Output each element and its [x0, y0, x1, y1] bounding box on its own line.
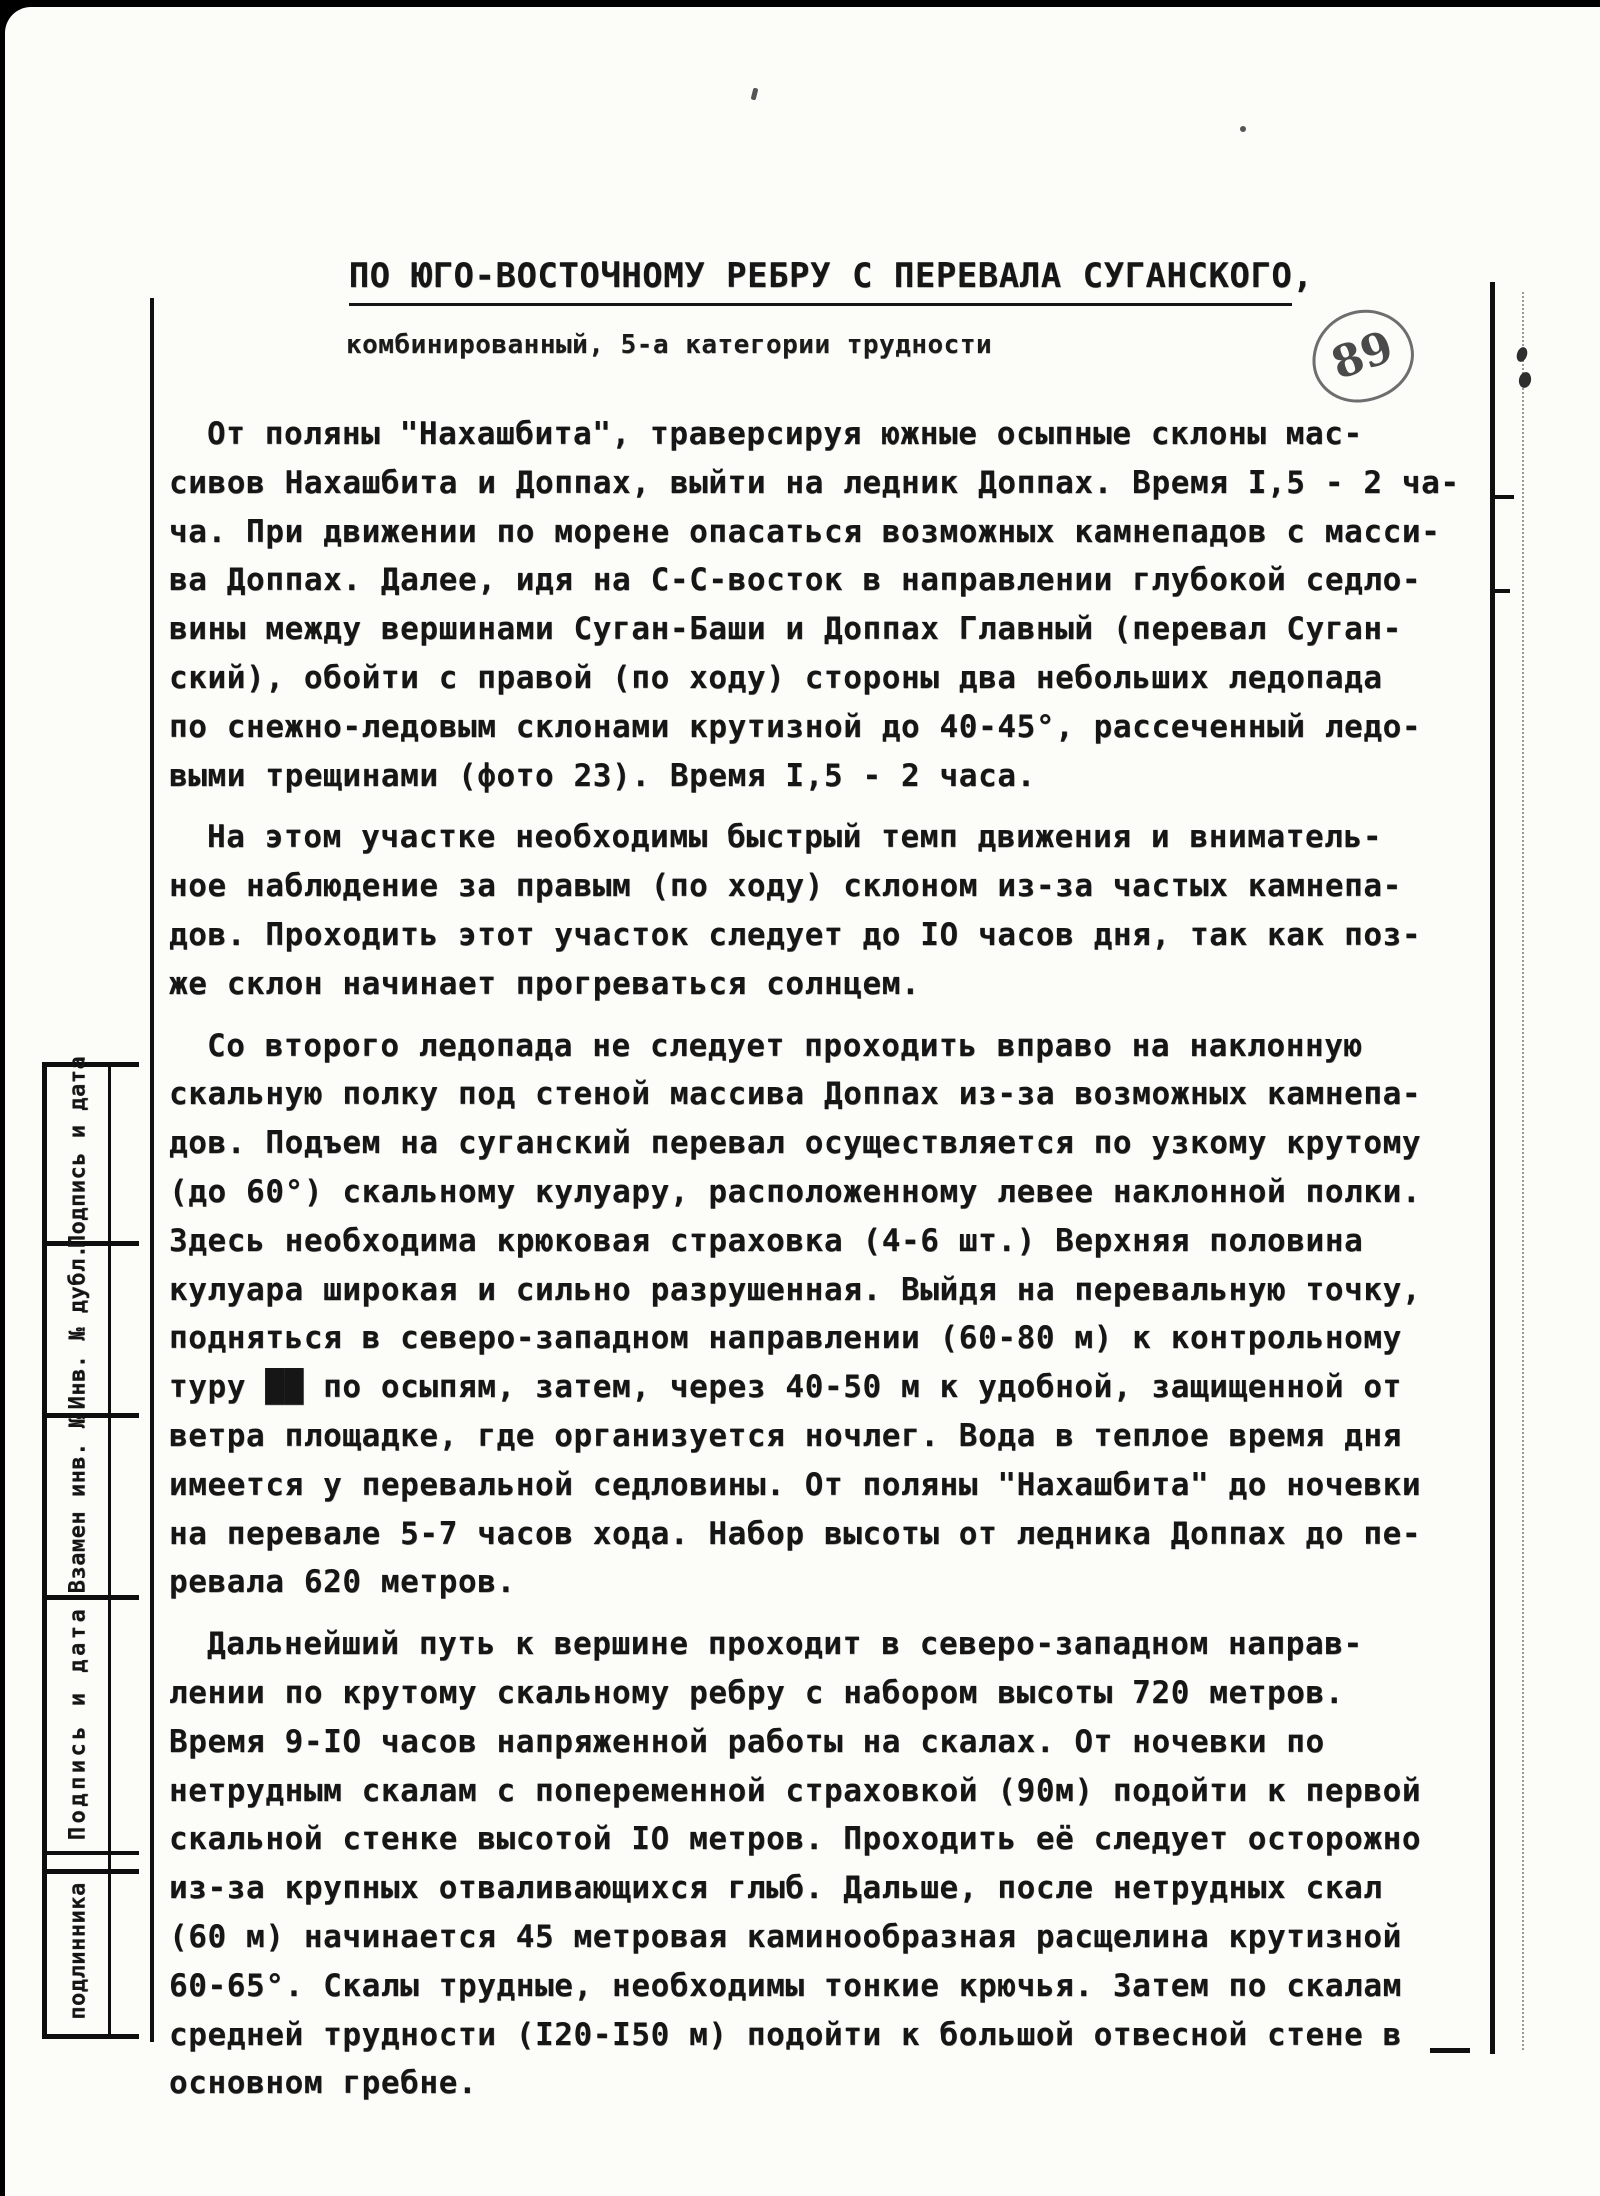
sidebar-cell-label: подлинника: [65, 1882, 91, 2020]
sidebar-inner-rule: [108, 1062, 111, 2038]
paragraph: [169, 410, 1495, 800]
text-line: дов. Проходить этот участок следует до IO часов дня, так как поз-: [169, 916, 1422, 953]
route-subtitle: комбинированный, 5-а категории трудности: [346, 330, 993, 360]
text-line: 60-65°. Скалы трудные, необходимы тонкие крючья. Затем по скалам: [169, 1967, 1402, 2004]
text-line: ский), обойти с правой (по ходу) стороны два небольших ледопада: [169, 659, 1383, 696]
text-line: ча. При движении по морене опасаться возможных камнепадов с масси-: [169, 513, 1441, 550]
sidebar-outer-rule: [42, 1062, 47, 2038]
text-line: имеется у перевальной седловины. От поляны "Нахашбита" до ночевки: [169, 1466, 1422, 1503]
text-line: туру ██ по осыпям, затем, через 40-50 м к удобной, защищенной от: [169, 1369, 1402, 1406]
text-line: по снежно-ледовым склонами крутизной до 40-45°, рассеченный ледо-: [169, 708, 1422, 745]
text-line: Дальнейший путь к вершине проходит в северо-западном направ-: [207, 1626, 1363, 1663]
text-line: скальной стенке высотой IO метров. Проходить её следует осторожно: [169, 1821, 1422, 1858]
scan-speck: [1240, 126, 1246, 132]
text-line: Здесь необходима крюковая страховка (4-6 шт.) Верхняя половина: [169, 1222, 1364, 1259]
left-margin-rule: [150, 298, 154, 2042]
text-line: кулуара широкая и сильно разрушенная. Выйдя на перевальную точку,: [169, 1271, 1422, 1308]
text-line: дов. Подъем на суганский перевал осуществляется по узкому крутому: [169, 1125, 1422, 1162]
text-line: нетрудным скалам с попеременной страховкой (90м) подойти к первой: [169, 1772, 1422, 1809]
sidebar-cell-label: Подпись и дата: [65, 1605, 91, 1841]
rule-tick: [1494, 495, 1514, 499]
text-line: ное наблюдение за правым (по ходу) склоном из-за частых камнепа-: [169, 868, 1402, 905]
sidebar-cell-label: Инв. № дубл.: [65, 1244, 91, 1410]
sidebar-separator: [42, 1851, 139, 1855]
text-line: из-за крупных отваливающихся глыб. Дальше, после нетрудных скал: [169, 1870, 1383, 1907]
text-line: же склон начинает прогреваться солнцем.: [169, 965, 921, 1002]
right-dotted-rule: [1522, 292, 1524, 2050]
route-title-text: ПО ЮГО-ВОСТОЧНОМУ РЕБРУ С ПЕРЕВАЛА СУГАНСКОГО: [349, 256, 1293, 306]
text-line: ветра площадке, где организуется ночлег. Вода в теплое время дня: [169, 1417, 1402, 1454]
text-line: сивов Нахашбита и Доппах, выйти на ледник Доппах. Время I,5 - 2 ча-: [169, 464, 1460, 501]
text-line: ревала 620 метров.: [169, 1564, 516, 1601]
paragraph: [169, 1620, 1495, 2108]
text-line: выми трещинами (фото 23). Время I,5 - 2 часа.: [169, 757, 1036, 794]
text-line: подняться в северо-западном направлении (60-80 м) к контрольному: [169, 1320, 1402, 1357]
text-line: на перевале 5-7 часов хода. Набор высоты от ледника Доппах до пе-: [169, 1515, 1422, 1552]
body-text: [169, 410, 1495, 2121]
sidebar-separator: [42, 2034, 139, 2039]
sidebar-separator: [42, 1413, 139, 1418]
paragraph: [169, 813, 1495, 1008]
text-line: скальную полку под стеной массива Доппах из-за возможных камнепа-: [169, 1076, 1422, 1113]
sidebar-separator: [42, 1241, 139, 1246]
text-line: ва Доппах. Далее, идя на С-С-восток в направлении глубокой седло-: [169, 562, 1422, 599]
sidebar-cell-label: Подпись и дата: [65, 1055, 91, 1249]
text-line: (до 60°) скальному кулуару, расположенному левее наклонной полки.: [169, 1173, 1422, 1210]
sidebar-separator: [42, 1062, 139, 1067]
text-line: средней трудности (I20-I50 м) подойти к большой отвесной стене в: [169, 2016, 1402, 2053]
page-number: 89: [1325, 321, 1401, 390]
text-line: вины между вершинами Суган-Баши и Доппах Главный (перевал Суган-: [169, 611, 1402, 648]
sidebar-cell-label: Взамен инв. №: [65, 1414, 91, 1594]
route-title-comma: ,: [1292, 256, 1314, 296]
text-line: основном гребне.: [169, 2065, 478, 2102]
paragraph: [169, 1022, 1495, 1608]
text-line: (60 м) начинается 45 метровая каминообразная расщелина крутизной: [169, 1918, 1402, 1955]
text-line: Время 9-IO часов напряженной работы на скалах. От ночевки по: [169, 1723, 1325, 1760]
text-line: лении по крутому скальному ребру с набором высоты 720 метров.: [169, 1674, 1345, 1711]
sidebar-separator: [42, 1595, 139, 1600]
route-title: [170, 256, 1492, 296]
text-line: От поляны "Нахашбита", траверсируя южные осыпные склоны мас-: [207, 416, 1363, 452]
sidebar-separator: [42, 1869, 139, 1874]
rule-tick: [1494, 589, 1510, 593]
text-line: На этом участке необходимы быстрый темп движения и вниматель-: [207, 819, 1383, 856]
text-line: Со второго ледопада не следует проходить вправо на наклонную: [207, 1027, 1363, 1064]
